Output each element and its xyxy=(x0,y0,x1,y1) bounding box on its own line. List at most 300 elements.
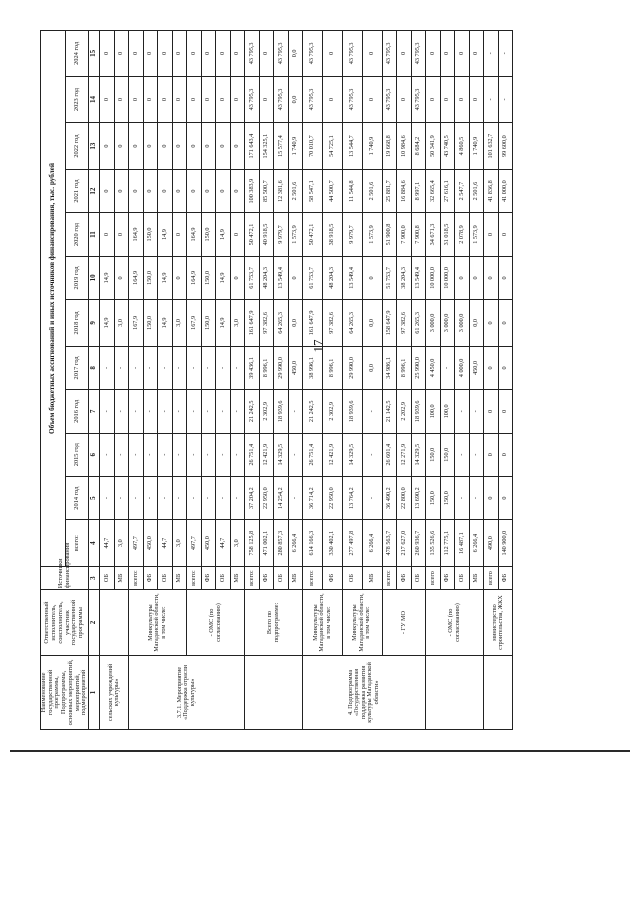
year-value-cell: 158 647,9 xyxy=(382,300,397,347)
year-value-cell: 0 xyxy=(362,256,382,299)
total-cell: 614 166,3 xyxy=(303,520,323,567)
year-value-cell: 0 xyxy=(129,169,144,212)
year-value-cell: - xyxy=(143,433,158,476)
year-value-cell: 0 xyxy=(143,123,158,170)
year-value-cell: 0 xyxy=(114,213,129,256)
source-cell: ОБ xyxy=(342,566,362,589)
total-cell: 135 526,6 xyxy=(426,520,441,567)
year-value-cell: 97 382,6 xyxy=(397,300,412,347)
header-year: 2019 год xyxy=(66,256,89,299)
column-number: 14 xyxy=(89,76,100,123)
year-value-cell: 0 xyxy=(498,476,513,519)
year-value-cell: 10 000,0 xyxy=(426,256,441,299)
year-value-cell: 0 xyxy=(201,169,216,212)
page-number: 17 xyxy=(310,339,326,353)
year-value-cell: 0 xyxy=(187,169,202,212)
year-value-cell: 1 740,9 xyxy=(362,123,382,170)
year-value-cell: - xyxy=(100,433,115,476)
year-value-cell: 100,0 xyxy=(426,390,441,433)
year-value-cell: - xyxy=(129,433,144,476)
year-value-cell: 0 xyxy=(158,31,173,77)
year-value-cell: 12 381,6 xyxy=(274,169,289,212)
year-value-cell: 61 265,3 xyxy=(411,300,426,347)
year-value-cell: 0 xyxy=(484,390,499,433)
row-name-cell: 4. Подпрограмма «Государственная поддержка развития культуры Магаданской области» xyxy=(303,655,426,729)
year-value-cell: 0 xyxy=(230,31,245,77)
year-value-cell: 14,9 xyxy=(158,300,173,347)
year-value-cell: - xyxy=(114,476,129,519)
year-value-cell: 0 xyxy=(323,31,343,77)
year-value-cell: - xyxy=(469,476,484,519)
year-value-cell: - xyxy=(100,346,115,389)
year-value-cell: 0 xyxy=(129,123,144,170)
year-value-cell: 40 918,5 xyxy=(259,213,274,256)
year-value-cell: 150,0 xyxy=(201,300,216,347)
year-value-cell: 150,0 xyxy=(143,256,158,299)
executor-cell: - ОМС (по согласованию) xyxy=(187,590,245,656)
year-value-cell: 3,0 xyxy=(172,300,187,347)
year-value-cell: 38 918,5 xyxy=(323,213,343,256)
year-value-cell: 4 000,0 xyxy=(455,346,470,389)
year-value-cell: 14,9 xyxy=(100,300,115,347)
year-value-cell: 0 xyxy=(484,433,499,476)
year-value-cell: - xyxy=(172,476,187,519)
total-cell: 497,7 xyxy=(187,520,202,567)
year-value-cell: - xyxy=(172,346,187,389)
year-value-cell: - xyxy=(288,476,303,519)
year-value-cell: 13 764,2 xyxy=(342,476,362,519)
year-value-cell: 1 573,9 xyxy=(288,213,303,256)
year-value-cell: 22 800,0 xyxy=(397,476,412,519)
year-value-cell: 97 382,6 xyxy=(259,300,274,347)
year-value-cell: 15 577,4 xyxy=(274,123,289,170)
header-volume-caption: Объем бюджетных ассигнований и иных источников финансирования, тыс. рублей xyxy=(41,31,66,567)
row-name-cell: 3.7.1. Мероприятие «Поддержка отрасли культуры» xyxy=(129,655,245,729)
row-name-cell xyxy=(484,655,513,729)
source-cell: всего: xyxy=(187,566,202,589)
total-cell: 450,0 xyxy=(143,520,158,567)
year-value-cell: 161 647,9 xyxy=(303,300,323,347)
year-value-cell: 0 xyxy=(323,76,343,123)
year-value-cell: - xyxy=(114,433,129,476)
table-row xyxy=(382,31,397,730)
year-value-cell: 150,0 xyxy=(426,476,441,519)
year-value-cell: 0 xyxy=(397,31,412,77)
year-value-cell: 9 979,7 xyxy=(274,213,289,256)
year-value-cell: 11 544,8 xyxy=(342,169,362,212)
year-value-cell: 0 xyxy=(201,31,216,77)
year-value-cell: 50 472,1 xyxy=(245,213,260,256)
source-cell: ФБ xyxy=(397,566,412,589)
year-value-cell: 27 616,1 xyxy=(440,169,455,212)
year-value-cell: 150,0 xyxy=(143,300,158,347)
source-cell: всего: xyxy=(245,566,260,589)
year-value-cell: 2 202,9 xyxy=(397,390,412,433)
year-value-cell: - xyxy=(187,346,202,389)
source-cell: ОБ xyxy=(455,566,470,589)
year-value-cell: - xyxy=(114,346,129,389)
table-row xyxy=(187,31,202,730)
year-value-cell: 0 xyxy=(216,31,231,77)
year-value-cell: 4 860,5 xyxy=(455,123,470,170)
year-value-cell: - xyxy=(201,476,216,519)
year-value-cell: 37 204,2 xyxy=(245,476,260,519)
year-value-cell: 13 544,7 xyxy=(342,123,362,170)
executor-cell: министерство строительства, ЖКХ xyxy=(484,590,513,656)
year-value-cell: 43 795,3 xyxy=(411,31,426,77)
year-value-cell: - xyxy=(158,476,173,519)
year-value-cell: 0,0 xyxy=(288,300,303,347)
year-value-cell: 8 996,1 xyxy=(259,346,274,389)
total-cell: 497,7 xyxy=(129,520,144,567)
year-value-cell: 0 xyxy=(469,76,484,123)
year-value-cell: 0 xyxy=(362,76,382,123)
year-value-cell: 14,9 xyxy=(158,256,173,299)
total-cell: 260 936,7 xyxy=(411,520,426,567)
total-cell: 478 563,7 xyxy=(382,520,397,567)
year-value-cell: - xyxy=(216,433,231,476)
year-value-cell: 100 383,9 xyxy=(245,169,260,212)
year-value-cell: 13 549,4 xyxy=(411,256,426,299)
column-number: 11 xyxy=(89,213,100,256)
year-value-cell: - xyxy=(172,390,187,433)
year-value-cell: 3,0 xyxy=(230,300,245,347)
year-value-cell: 167,9 xyxy=(129,300,144,347)
year-value-cell: - xyxy=(498,31,513,77)
total-cell: 3,0 xyxy=(172,520,187,567)
total-cell: 44,7 xyxy=(158,520,173,567)
year-value-cell: 21 142,5 xyxy=(382,390,397,433)
source-cell: ФБ xyxy=(201,566,216,589)
header-executor: Ответственный исполнитель, соисполнитель, участник государственной программы xyxy=(41,590,89,656)
year-value-cell: 22 950,0 xyxy=(323,476,343,519)
column-number: 5 xyxy=(89,476,100,519)
year-value-cell: - xyxy=(469,390,484,433)
year-value-cell: 34 671,3 xyxy=(426,213,441,256)
source-cell: ОБ xyxy=(274,566,289,589)
year-value-cell: 43 795,3 xyxy=(342,76,362,123)
header-name: Наименование государственной программы, Подпрограммы, основных мероприятий, мероприятий, подмероприятий xyxy=(41,655,89,729)
year-value-cell: 43 795,3 xyxy=(382,76,397,123)
year-value-cell: 0 xyxy=(172,123,187,170)
year-value-cell: 450,0 xyxy=(288,346,303,389)
year-value-cell: 0 xyxy=(143,169,158,212)
year-value-cell: 12 421,9 xyxy=(259,433,274,476)
year-value-cell: 22 950,0 xyxy=(259,476,274,519)
year-value-cell: 50 472,1 xyxy=(303,213,323,256)
year-value-cell: 0 xyxy=(114,31,129,77)
year-value-cell: 0 xyxy=(484,346,499,389)
year-value-cell: 21 242,5 xyxy=(245,390,260,433)
year-value-cell: 0 xyxy=(498,213,513,256)
year-value-cell: 64 265,3 xyxy=(274,300,289,347)
year-value-cell: - xyxy=(187,476,202,519)
year-value-cell: 1 740,9 xyxy=(288,123,303,170)
column-number: 13 xyxy=(89,123,100,170)
year-value-cell: - xyxy=(469,433,484,476)
source-cell: ФБ xyxy=(259,566,274,589)
year-value-cell: 14,9 xyxy=(216,256,231,299)
source-cell: МБ xyxy=(469,566,484,589)
year-value-cell: 41 836,8 xyxy=(484,169,499,212)
header-year: 2022 год xyxy=(66,123,89,170)
year-value-cell: 0 xyxy=(440,31,455,77)
year-value-cell: 0 xyxy=(129,31,144,77)
year-value-cell: 43 795,3 xyxy=(342,31,362,77)
year-value-cell: 61 753,7 xyxy=(245,256,260,299)
year-value-cell: 19 668,8 xyxy=(382,123,397,170)
year-value-cell: 0 xyxy=(469,256,484,299)
year-value-cell: 0 xyxy=(187,31,202,77)
row-name-cell: сельских учреждений культуры» xyxy=(100,655,129,729)
year-value-cell: 0 xyxy=(259,76,274,123)
year-value-cell: 14,9 xyxy=(158,213,173,256)
table-row xyxy=(342,31,362,730)
year-value-cell: 43 795,3 xyxy=(245,31,260,77)
total-cell: 450,0 xyxy=(201,520,216,567)
year-value-cell: - xyxy=(230,346,245,389)
header-year: 2018 год xyxy=(66,300,89,347)
year-value-cell: - xyxy=(288,390,303,433)
year-value-cell: - xyxy=(362,476,382,519)
year-value-cell: - xyxy=(158,433,173,476)
year-value-cell: 14 329,5 xyxy=(342,433,362,476)
source-cell: всего: xyxy=(382,566,397,589)
budget-table-container xyxy=(40,30,510,730)
year-value-cell: 3 000,0 xyxy=(455,300,470,347)
source-cell: МБ xyxy=(114,566,129,589)
year-value-cell: 43 795,3 xyxy=(382,31,397,77)
table-row xyxy=(245,31,260,730)
column-number: 6 xyxy=(89,433,100,476)
year-value-cell: 0 xyxy=(201,76,216,123)
year-value-cell: 0 xyxy=(143,31,158,77)
year-value-cell: 0 xyxy=(100,76,115,123)
year-value-cell: 161 647,9 xyxy=(245,300,260,347)
total-cell: 217 627,0 xyxy=(397,520,412,567)
year-value-cell: 1 573,9 xyxy=(469,213,484,256)
year-value-cell: 0 xyxy=(172,256,187,299)
year-value-cell: 25 990,0 xyxy=(411,346,426,389)
year-value-cell: 0 xyxy=(426,76,441,123)
year-value-cell: - xyxy=(455,390,470,433)
year-value-cell: 0 xyxy=(114,123,129,170)
year-value-cell: 13 549,4 xyxy=(274,256,289,299)
year-value-cell: 0 xyxy=(216,123,231,170)
header-year: 2021 год xyxy=(66,169,89,212)
column-number: 12 xyxy=(89,169,100,212)
year-value-cell: 8 996,1 xyxy=(397,346,412,389)
year-value-cell: 54 725,1 xyxy=(323,123,343,170)
executor-cell: Всего по подпрограмме: xyxy=(245,590,303,656)
year-value-cell: - xyxy=(172,433,187,476)
year-value-cell: 97 382,6 xyxy=(323,300,343,347)
year-value-cell: 0 xyxy=(114,169,129,212)
year-value-cell: - xyxy=(362,390,382,433)
year-value-cell: 99 600,0 xyxy=(498,123,513,170)
year-value-cell: - xyxy=(498,76,513,123)
year-value-cell: 0 xyxy=(100,31,115,77)
year-value-cell: 0 xyxy=(143,76,158,123)
year-value-cell: 0 xyxy=(187,123,202,170)
year-value-cell: 39 436,1 xyxy=(245,346,260,389)
year-value-cell: 2 547,7 xyxy=(455,169,470,212)
year-value-cell: 43 795,3 xyxy=(274,76,289,123)
total-cell: 330 402,1 xyxy=(323,520,343,567)
column-number: 7 xyxy=(89,390,100,433)
year-value-cell: 64 265,3 xyxy=(342,300,362,347)
year-value-cell: 2 302,9 xyxy=(259,390,274,433)
year-value-cell: 0 xyxy=(498,300,513,347)
year-value-cell: 450,0 xyxy=(469,346,484,389)
table-row xyxy=(426,31,441,730)
year-value-cell: 2 078,9 xyxy=(455,213,470,256)
source-cell: ФБ xyxy=(143,566,158,589)
year-value-cell: 1 573,9 xyxy=(362,213,382,256)
year-value-cell: - xyxy=(455,476,470,519)
page-divider xyxy=(10,750,630,752)
year-value-cell: 51 753,7 xyxy=(382,256,397,299)
executor-cell xyxy=(100,590,129,656)
source-cell: ФБ xyxy=(498,566,513,589)
column-number: 1 xyxy=(89,655,100,729)
column-number: 8 xyxy=(89,346,100,389)
table-row xyxy=(303,31,323,730)
year-value-cell: 0 xyxy=(469,31,484,77)
year-value-cell: 36 490,2 xyxy=(382,476,397,519)
year-value-cell: 0 xyxy=(397,76,412,123)
table-row xyxy=(100,31,115,730)
year-value-cell: 48 204,3 xyxy=(323,256,343,299)
year-value-cell: 164,9 xyxy=(129,213,144,256)
column-number: 4 xyxy=(89,520,100,567)
source-cell: МБ xyxy=(172,566,187,589)
source-cell: всего: xyxy=(129,566,144,589)
year-value-cell: 0 xyxy=(158,76,173,123)
year-value-cell: 0 xyxy=(498,346,513,389)
year-value-cell: - xyxy=(201,433,216,476)
year-value-cell: 2 501,6 xyxy=(288,169,303,212)
year-value-cell: 0 xyxy=(498,256,513,299)
year-value-cell: 16 884,6 xyxy=(397,169,412,212)
year-value-cell: 0 xyxy=(455,256,470,299)
year-value-cell: 12 421,9 xyxy=(323,433,343,476)
year-value-cell: 41 000,0 xyxy=(498,169,513,212)
year-value-cell: - xyxy=(129,390,144,433)
year-value-cell: 31 018,5 xyxy=(440,213,455,256)
year-value-cell: 10 000,0 xyxy=(440,256,455,299)
year-value-cell: - xyxy=(216,390,231,433)
source-cell: ФБ xyxy=(440,566,455,589)
table-body xyxy=(100,31,513,730)
year-value-cell: 38 204,3 xyxy=(397,256,412,299)
year-value-cell: 0 xyxy=(172,169,187,212)
source-cell: ОБ xyxy=(158,566,173,589)
column-number: 9 xyxy=(89,300,100,347)
year-value-cell: - xyxy=(201,390,216,433)
year-value-cell: 26 751,4 xyxy=(245,433,260,476)
year-value-cell: 0,0 xyxy=(288,76,303,123)
year-value-cell: 14 329,5 xyxy=(411,433,426,476)
year-value-cell: - xyxy=(288,433,303,476)
total-cell: 758 125,8 xyxy=(245,520,260,567)
year-value-cell: 32 665,4 xyxy=(426,169,441,212)
year-value-cell: 0,0 xyxy=(288,31,303,77)
year-value-cell: 0 xyxy=(158,123,173,170)
year-value-cell: 12 271,9 xyxy=(397,433,412,476)
year-value-cell: 13 690,2 xyxy=(411,476,426,519)
year-value-cell: 7 900,8 xyxy=(411,213,426,256)
total-cell: 44,7 xyxy=(216,520,231,567)
year-value-cell: - xyxy=(129,476,144,519)
total-cell: 3,0 xyxy=(230,520,245,567)
year-value-cell: - xyxy=(484,31,499,77)
total-cell: 490,0 xyxy=(484,520,499,567)
year-value-cell: - xyxy=(230,476,245,519)
year-value-cell: 14,9 xyxy=(216,213,231,256)
year-value-cell: 8 997,1 xyxy=(411,169,426,212)
year-value-cell: 10 984,6 xyxy=(397,123,412,170)
year-value-cell: - xyxy=(158,346,173,389)
year-value-cell: 2 501,6 xyxy=(469,169,484,212)
year-value-cell: 14 329,5 xyxy=(274,433,289,476)
year-value-cell: - xyxy=(440,346,455,389)
year-value-cell: 0 xyxy=(230,213,245,256)
year-value-cell: 8 684,2 xyxy=(411,123,426,170)
total-cell: 280 857,3 xyxy=(274,520,289,567)
year-value-cell: 0 xyxy=(484,256,499,299)
source-cell: ФБ xyxy=(323,566,343,589)
year-value-cell: 0 xyxy=(484,300,499,347)
year-value-cell: 3 000,0 xyxy=(426,300,441,347)
year-value-cell: 0 xyxy=(498,433,513,476)
row-name-cell xyxy=(245,655,303,729)
year-value-cell: 0 xyxy=(172,76,187,123)
year-value-cell: 0 xyxy=(172,213,187,256)
row-name-cell xyxy=(426,655,484,729)
year-value-cell: 2 302,9 xyxy=(323,390,343,433)
header-year: 2023 год xyxy=(66,76,89,123)
year-value-cell: 0 xyxy=(230,169,245,212)
source-cell: ОБ xyxy=(100,566,115,589)
year-value-cell: - xyxy=(187,433,202,476)
year-value-cell: 29 990,0 xyxy=(342,346,362,389)
year-value-cell: 0 xyxy=(172,31,187,77)
executor-cell: - ГУ МО xyxy=(382,590,426,656)
year-value-cell: - xyxy=(230,433,245,476)
year-value-cell: 0 xyxy=(484,213,499,256)
column-number: 3 xyxy=(89,566,100,589)
column-number-row xyxy=(89,31,100,730)
year-value-cell: - xyxy=(129,346,144,389)
year-value-cell: 43 740,5 xyxy=(440,123,455,170)
year-value-cell: - xyxy=(100,390,115,433)
year-value-cell: 0 xyxy=(455,31,470,77)
year-value-cell: 0 xyxy=(100,123,115,170)
year-value-cell: - xyxy=(143,476,158,519)
header-year: 2020 год xyxy=(66,213,89,256)
year-value-cell: 18 939,6 xyxy=(411,390,426,433)
year-value-cell: 38 996,1 xyxy=(303,346,323,389)
year-value-cell: 36 714,2 xyxy=(303,476,323,519)
total-cell: 16 487,1 xyxy=(455,520,470,567)
year-value-cell: 43 795,3 xyxy=(274,31,289,77)
year-value-cell: 34 986,1 xyxy=(382,346,397,389)
executor-cell: Минкультуры Магаданской области, в том числе: xyxy=(342,590,382,656)
year-value-cell: 150,0 xyxy=(440,476,455,519)
budget-table xyxy=(40,30,513,730)
table-row xyxy=(129,31,144,730)
